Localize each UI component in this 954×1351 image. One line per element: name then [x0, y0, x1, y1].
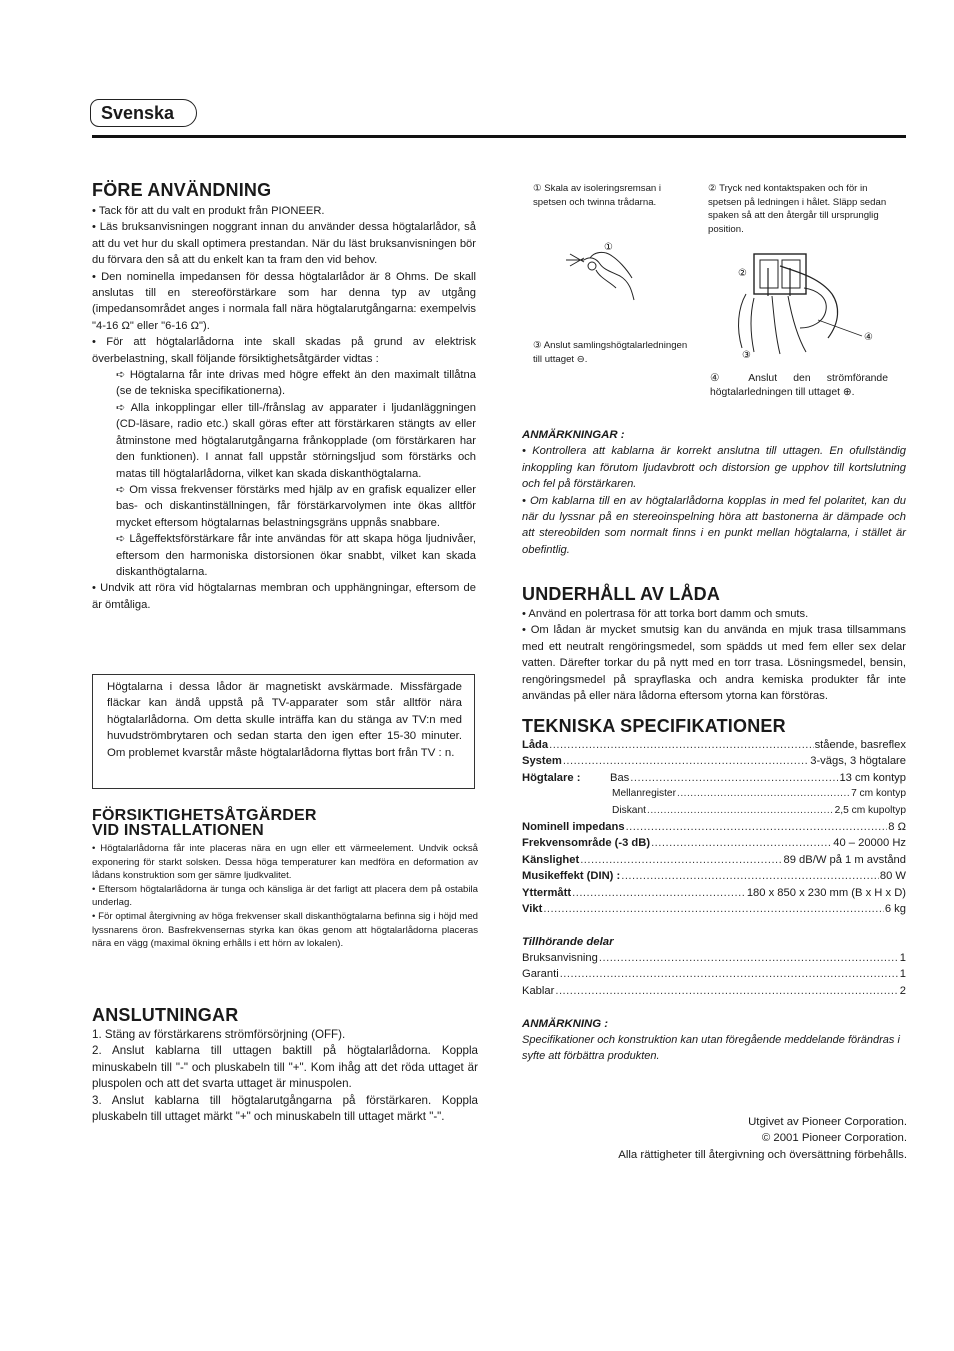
illus-caption-1: ① Skala av isoleringsremsan i spetsen och twinna trådarna. [533, 183, 662, 208]
delar-value: 1 [899, 968, 906, 981]
spec-sublabel: Diskant [612, 804, 646, 816]
spec-row [522, 803, 906, 819]
footer-rights: Alla rättigheter till återgivning och översättning förbehålls. [618, 1148, 907, 1161]
footer-publisher: Utgivet av Pioneer Corporation. [748, 1116, 907, 1128]
header-rule [92, 135, 906, 138]
specs-section [522, 717, 906, 917]
anslutningar-section [92, 1006, 478, 1125]
wire-twist-illustration [560, 238, 650, 302]
delar-value: 1 [899, 952, 906, 964]
spec-row [522, 885, 906, 901]
spec-label: Nominell impedans [522, 821, 625, 834]
spec-value: 89 dB/W på 1 m avstånd [783, 853, 906, 866]
footer [560, 1114, 907, 1163]
delar-row [522, 966, 906, 982]
fore-subitem: ➪ Om vissa frekvenser förstärks med hjälp av en grafisk equalizer eller bas- och diskantinställningen, får förstärkarvolymen inte ökas alltför mycket eftersom högtalarnas belastningsgräns uppnås snabbare. [116, 483, 476, 529]
fore-subitem: ➪ Lågeffektsförstärkare får inte användas för att skapa höga ljudnivåer, eftersom den harmoniska distorsionen ökar snabbt, vilket kan skada diskanthögtalarna. [116, 533, 476, 578]
spec-sublabel: Bas [610, 771, 630, 784]
illus-caption-4: ④ Anslut den strömförande högtalarledningen till uttaget ⊕. [710, 373, 888, 398]
spec-sublabel: Mellanregister [612, 788, 676, 800]
fore-subitem: ➪ Högtalarna får inte drivas med högre effekt än den maximalt tillåtna (se de tekniska specifikationerna). [116, 369, 476, 398]
delar-section [522, 934, 906, 999]
magnetic-shield-note: Högtalarna i dessa lådor är magnetiskt avskärmade. Missfärgade fläckar kan ändå uppstå på TV-apparater som står alltför nära högtalarlådorna. Om detta skulle inträffa kan du stänga av TV:n med huvudströmbrytaren och sedan starta den igen efter 15-30 minuter. Om problemet kvarstår måste högtalarlådorna flyttas bort från TV : n. [92, 674, 475, 789]
spec-row [522, 852, 906, 868]
illus-caption-2: ② Tryck ned kontaktspaken och för in spetsen på ledningen i hålet. Släpp sedan spaken så att den återgår till ursprunglig position. [708, 183, 887, 235]
spec-value: 7 cm kontyp [851, 788, 906, 800]
anmarkning-title: ANMÄRKNING : [522, 1018, 609, 1030]
spec-label: Låda [522, 739, 549, 751]
fore-subitem: ➪ Alla inkopplingar eller till-/frånslag av apparater i ljudanläggningen (CD-läsare, radio etc.) skall göras efter att förstärkaren stängts av eller åtminstone med högtalarutgångarna frånkopplade (om förstärkaren har den funktionen). I annat fall uppstår störningsljud som förstärks och matas till högtalarlådorna, vilket kan skada diskanthögtalarna. [116, 401, 476, 480]
delar-row [522, 983, 906, 999]
fore-bullet: • För att högtalarlådorna inte skall skadas på grund av elektrisk överbelastning, skall följande försiktighetsåtgärder vidtas : [92, 336, 476, 365]
specs-title: TEKNISKA SPECIFIKATIONER [522, 716, 786, 736]
anslutningar-title: ANSLUTNINGAR [92, 1005, 239, 1025]
spec-row [522, 786, 906, 802]
spec-value: 40 – 20000 Hz [833, 837, 906, 850]
spec-row [522, 901, 906, 917]
underhall-section [522, 585, 906, 704]
spec-label: Högtalare : [522, 771, 581, 784]
delar-label: Kablar [522, 984, 555, 997]
terminal-illustration [728, 248, 878, 360]
anslutningar-step: 1. Stäng av förstärkarens strömförsörjning (OFF). [92, 1028, 346, 1041]
spec-label: Känslighet [522, 853, 580, 866]
spec-label: Vikt [522, 903, 543, 916]
marker-4: ④ [864, 332, 873, 343]
spec-row [522, 770, 906, 786]
fore-bullet: • Tack för att du valt en produkt från PIONEER. [92, 205, 325, 217]
spec-value: 180 x 850 x 230 mm (B x H x D) [746, 886, 906, 899]
anslutningar-step: 3. Anslut kablarna till högtalarutgångarna på förstärkaren. Koppla pluskabeln till uttaget märkt "+" och minuskabeln till uttaget märkt "-". [92, 1093, 478, 1124]
anmarkningar-title: ANMÄRKNINGAR : [522, 429, 625, 441]
spec-row [522, 819, 906, 835]
delar-label: Bruksanvisning [522, 952, 598, 964]
forsiktighet-title: VID INSTALLATIONEN [92, 822, 264, 839]
spec-row [522, 868, 906, 884]
delar-title: Tillhörande delar [522, 936, 614, 948]
marker-2: ② [738, 268, 747, 279]
forsiktighet-section [92, 808, 478, 951]
footer-copyright: © 2001 Pioneer Corporation. [761, 1132, 907, 1145]
spec-value: 6 kg [884, 903, 906, 916]
underhall-bullet: • Om lådan är mycket smutsig kan du använda en mjuk trasa tillsammans med ett neutralt rengöringsmedel, som spädds ut med fem eller sex delar vatten. Därefter torkar du på nytt med en torr trasa. Lösningsmedel, bensin, rengöringsmedel på sprayflaska och andra kemiska produkter får inte användas på eller nära lådorna eftersom ytorna kan förstöras. [522, 624, 906, 703]
illus-caption-3: ③ Anslut samlingshögtalarledningen till uttaget ⊖. [533, 340, 688, 365]
spec-row [522, 753, 906, 769]
fore-bullet: • Undvik att röra vid högtalarnas membran och upphängningar, eftersom de är ömtåliga. [92, 582, 476, 611]
underhall-title: UNDERHÅLL AV LÅDA [522, 584, 721, 604]
spec-row [522, 835, 906, 851]
anmarkningar-section [522, 427, 906, 558]
spec-value: 8 Ω [888, 821, 906, 834]
fore-title: FÖRE ANVÄNDNING [92, 180, 272, 200]
delar-row [522, 950, 906, 966]
delar-value: 2 [899, 984, 906, 997]
spec-value: 2,5 cm kupoltyp [834, 804, 906, 816]
fore-section [92, 181, 476, 613]
fore-bullet: • Läs bruksanvisningen noggrant innan du använder dessa högtalarlådor, så att du vet hur du skall optimera prestandan. När du läst bruksanvisningen bör du förvara den så att du enkelt kan ta fram den vid behov. [92, 221, 476, 267]
spec-value: 3-vägs, 3 högtalare [810, 755, 906, 768]
underhall-bullet: • Använd en polertrasa för att torka bort damm och smuts. [522, 608, 809, 620]
delar-label: Garanti [522, 968, 559, 981]
marker-3: ③ [742, 350, 751, 360]
spec-label: Frekvensområde (-3 dB) [522, 837, 651, 850]
spec-value: 13 cm kontyp [839, 771, 906, 784]
spec-row [522, 737, 906, 753]
spec-label: Musikeffekt (DIN) : [522, 870, 621, 883]
spec-label: System [522, 755, 562, 768]
anmarkningar-bullet: • Om kablarna till en av högtalarlådorna kopplas in med fel polaritet, kan du när du lyssnar på en stereoinspelning höra att bastonerna är dämpade och att stereobilden som normalt finns i en punkt mellan högtalarna, i stället är obefintlig. [522, 494, 906, 556]
anslutningar-step: 2. Anslut kablarna till uttagen baktill på högtalarlådorna. Koppla minuskabeln till "-" och pluskabeln till "+". Kom ihåg att det röda uttaget är pluspolen och att det svarta uttaget är minuspolen. [92, 1044, 478, 1091]
forsiktighet-bullet: • För optimal återgivning av höga frekvenser skall diskanthögtalarna befinna sig i höjd med lyssnarens öron. Basfrekvensernas styrka kan ökas genom att högtalarlådorna placeras nära en vägg (maximal ökning erhålls i ett hörn av lokalen). [92, 910, 478, 950]
forsiktighet-bullet: • Högtalarlådorna får inte placeras nära en ugn eller ett värmeelement. Undvik också exponering för starkt solsken. Dessa höga temperaturer kan medföra en deformation av lådans konstruktion som ger sämre ljudkvalitet. [92, 843, 478, 882]
anmarkningar-bullet: • Kontrollera att kablarna är korrekt anslutna till uttagen. En ofullständig inkoppling kan förutom ljudavbrott och distorsion ge upphov till kortslutning och fel på förstärkaren. [522, 445, 906, 491]
forsiktighet-title: FÖRSIKTIGHETSÅTGÄRDER [92, 807, 317, 824]
spec-value: 80 W [879, 870, 906, 883]
fore-bullet: • Den nominella impedansen för dessa högtalarlådor är 8 Ohms. De skall anslutas till en stereoförstärkare som har denna typ av utgång (impedansområdet anges i normala fall nära högtalarutgångarna: exempelvis "4-16 Ω" eller "6-16 Ω"). [92, 270, 476, 332]
spec-label: Yttermått [522, 886, 572, 899]
marker-1: ① [604, 242, 613, 253]
forsiktighet-bullet: • Eftersom högtalarlådorna är tunga och känsliga är det farligt att placera dem på ostabila underlag. [92, 883, 478, 909]
anmarkning-section [522, 1016, 908, 1064]
anmarkning-text: Specifikationer och konstruktion kan utan föregående meddelande förändras i syfte att förbättra produkten. [522, 1034, 900, 1062]
language-tab: Svenska [90, 99, 197, 127]
spec-value: stående, basreflex [814, 739, 906, 751]
